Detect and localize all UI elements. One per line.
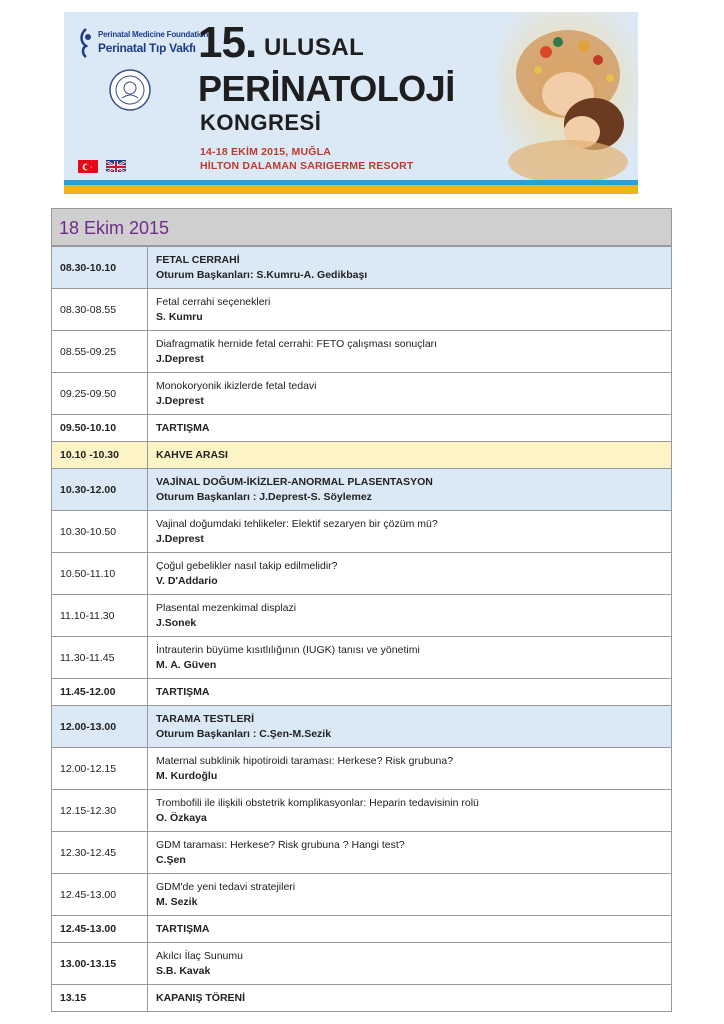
discussion-row (52, 916, 672, 943)
topic-cell (148, 442, 672, 469)
topic-title: Trombofili ile ilişkili obstetrik komplikasyonlar: Heparin tedavisinin rolü (156, 796, 479, 809)
topic-cell (148, 985, 672, 1012)
topic-cell (148, 874, 672, 916)
talk-row (52, 943, 672, 985)
topic-cell (148, 595, 672, 637)
topic-cell (148, 790, 672, 832)
time-cell: 12.45-13.00 (52, 916, 148, 943)
society-seal-icon (108, 68, 152, 112)
topic-cell (148, 415, 672, 442)
topic-title: Monokoryonik ikizlerde fetal tedavi (156, 379, 317, 392)
speaker-name: M. Kurdoğlu (156, 769, 218, 782)
time-cell: 13.15 (52, 985, 148, 1012)
topic-cell (148, 679, 672, 706)
time-cell: 11.45-12.00 (52, 679, 148, 706)
speaker-name: J.Deprest (156, 532, 204, 545)
speaker-name: O. Özkaya (156, 811, 207, 824)
speaker-name: Oturum Başkanları : C.Şen-M.Sezik (156, 727, 332, 740)
foundation-name-en: Perinatal Medicine Foundation (98, 30, 209, 39)
time-cell: 08.55-09.25 (52, 331, 148, 373)
topic-cell (148, 331, 672, 373)
time-cell: 10.10 -10.30 (52, 442, 148, 469)
speaker-name: Oturum Başkanları: S.Kumru-A. Gedikbaşı (156, 268, 368, 281)
banner-stripes (64, 180, 638, 194)
topic-title: Vajinal doğumdaki tehlikeler: Elektif sezaryen bir çözüm mü? (156, 517, 438, 530)
topic-title: Maternal subklinik hipotiroidi taraması: Herkese? Risk grubuna? (156, 754, 454, 767)
speaker-name: Oturum Başkanları : J.Deprest-S. Söylemez (156, 490, 372, 503)
topic-title: TARAMA TESTLERİ (156, 712, 254, 725)
foundation-logo-icon (78, 28, 94, 58)
speaker-name: V. D'Addario (156, 574, 218, 587)
session-row (52, 469, 672, 511)
topic-cell (148, 637, 672, 679)
discussion-row (52, 679, 672, 706)
time-cell: 10.30-10.50 (52, 511, 148, 553)
congress-title-main: PERİNATOLOJİ (198, 68, 455, 109)
turkish-flag-icon[interactable] (78, 160, 98, 172)
foundation-name-tr: Perinatal Tıp Vakfı (98, 41, 196, 55)
speaker-name: J.Deprest (156, 352, 204, 365)
topic-title: VAJİNAL DOĞUM-İKİZLER-ANORMAL PLASENTASYON (156, 475, 433, 488)
session-row (52, 706, 672, 748)
talk-row (52, 553, 672, 595)
topic-cell (148, 943, 672, 985)
time-cell: 08.30-10.10 (52, 247, 148, 289)
time-cell: 12.15-12.30 (52, 790, 148, 832)
talk-row (52, 790, 672, 832)
topic-title: İntrauterin büyüme kısıtlılığının (IUGK) tanısı ve yönetimi (156, 643, 420, 656)
topic-cell (148, 748, 672, 790)
time-cell: 10.50-11.10 (52, 553, 148, 595)
topic-title: KAPANIŞ TÖRENİ (156, 991, 246, 1004)
talk-row (52, 373, 672, 415)
time-cell: 08.30-08.55 (52, 289, 148, 331)
topic-cell (148, 469, 672, 511)
topic-title: GDM'de yeni tedavi stratejileri (156, 880, 296, 893)
congress-title-ulusal: ULUSAL (264, 34, 365, 61)
topic-title: TARTIŞMA (156, 922, 210, 935)
topic-title: Fetal cerrahi seçenekleri (156, 295, 271, 308)
congress-title-kongresi: KONGRESİ (200, 110, 322, 135)
topic-cell (148, 373, 672, 415)
speaker-name: S.B. Kavak (156, 964, 211, 977)
time-cell: 12.00-12.15 (52, 748, 148, 790)
talk-row (52, 331, 672, 373)
topic-title: TARTIŞMA (156, 685, 210, 698)
talk-row (52, 595, 672, 637)
topic-cell (148, 832, 672, 874)
congress-number: 15. (198, 18, 257, 67)
mother-child-painting-image (498, 12, 638, 180)
talk-row (52, 511, 672, 553)
time-cell: 10.30-12.00 (52, 469, 148, 511)
day-header: 18 Ekim 2015 (51, 208, 672, 246)
talk-row (52, 874, 672, 916)
time-cell: 12.45-13.00 (52, 874, 148, 916)
program-schedule (51, 208, 672, 1012)
topic-cell (148, 247, 672, 289)
time-cell: 09.50-10.10 (52, 415, 148, 442)
schedule-table (51, 246, 672, 1012)
time-cell: 13.00-13.15 (52, 943, 148, 985)
topic-title: TARTIŞMA (156, 421, 210, 434)
topic-cell (148, 511, 672, 553)
talk-row (52, 289, 672, 331)
topic-cell (148, 706, 672, 748)
topic-title: GDM taraması: Herkese? Risk grubuna ? Hangi test? (156, 838, 405, 851)
time-cell: 11.30-11.45 (52, 637, 148, 679)
event-venue: HİLTON DALAMAN SARIGERME RESORT (200, 160, 414, 172)
session-row (52, 247, 672, 289)
topic-title: Diafragmatik hernide fetal cerrahi: FETO çalışması sonuçları (156, 337, 438, 350)
congress-banner (64, 12, 638, 194)
topic-cell (148, 289, 672, 331)
topic-title: Plasental mezenkimal displazi (156, 601, 297, 614)
english-flag-icon[interactable] (106, 160, 126, 172)
event-dates: 14-18 EKİM 2015, MUĞLA (200, 146, 332, 158)
talk-row (52, 637, 672, 679)
time-cell: 12.30-12.45 (52, 832, 148, 874)
time-cell: 12.00-13.00 (52, 706, 148, 748)
discussion-row (52, 415, 672, 442)
discussion-row (52, 985, 672, 1012)
language-flags (78, 160, 128, 172)
topic-cell (148, 916, 672, 943)
talk-row (52, 832, 672, 874)
topic-cell (148, 553, 672, 595)
speaker-name: S. Kumru (156, 310, 203, 323)
foundation-logo (78, 26, 208, 62)
topic-title: Akılcı İlaç Sunumu (156, 949, 243, 962)
speaker-name: M. Sezik (156, 895, 198, 908)
talk-row (52, 748, 672, 790)
speaker-name: J.Deprest (156, 394, 204, 407)
topic-title: Çoğul gebelikler nasıl takip edilmelidir? (156, 559, 338, 572)
speaker-name: C.Şen (156, 853, 186, 866)
break-row (52, 442, 672, 469)
topic-title: FETAL CERRAHİ (156, 253, 240, 266)
time-cell: 11.10-11.30 (52, 595, 148, 637)
speaker-name: J.Sonek (156, 616, 197, 629)
time-cell: 09.25-09.50 (52, 373, 148, 415)
topic-title: KAHVE ARASI (156, 448, 228, 461)
speaker-name: M. A. Güven (156, 658, 217, 671)
